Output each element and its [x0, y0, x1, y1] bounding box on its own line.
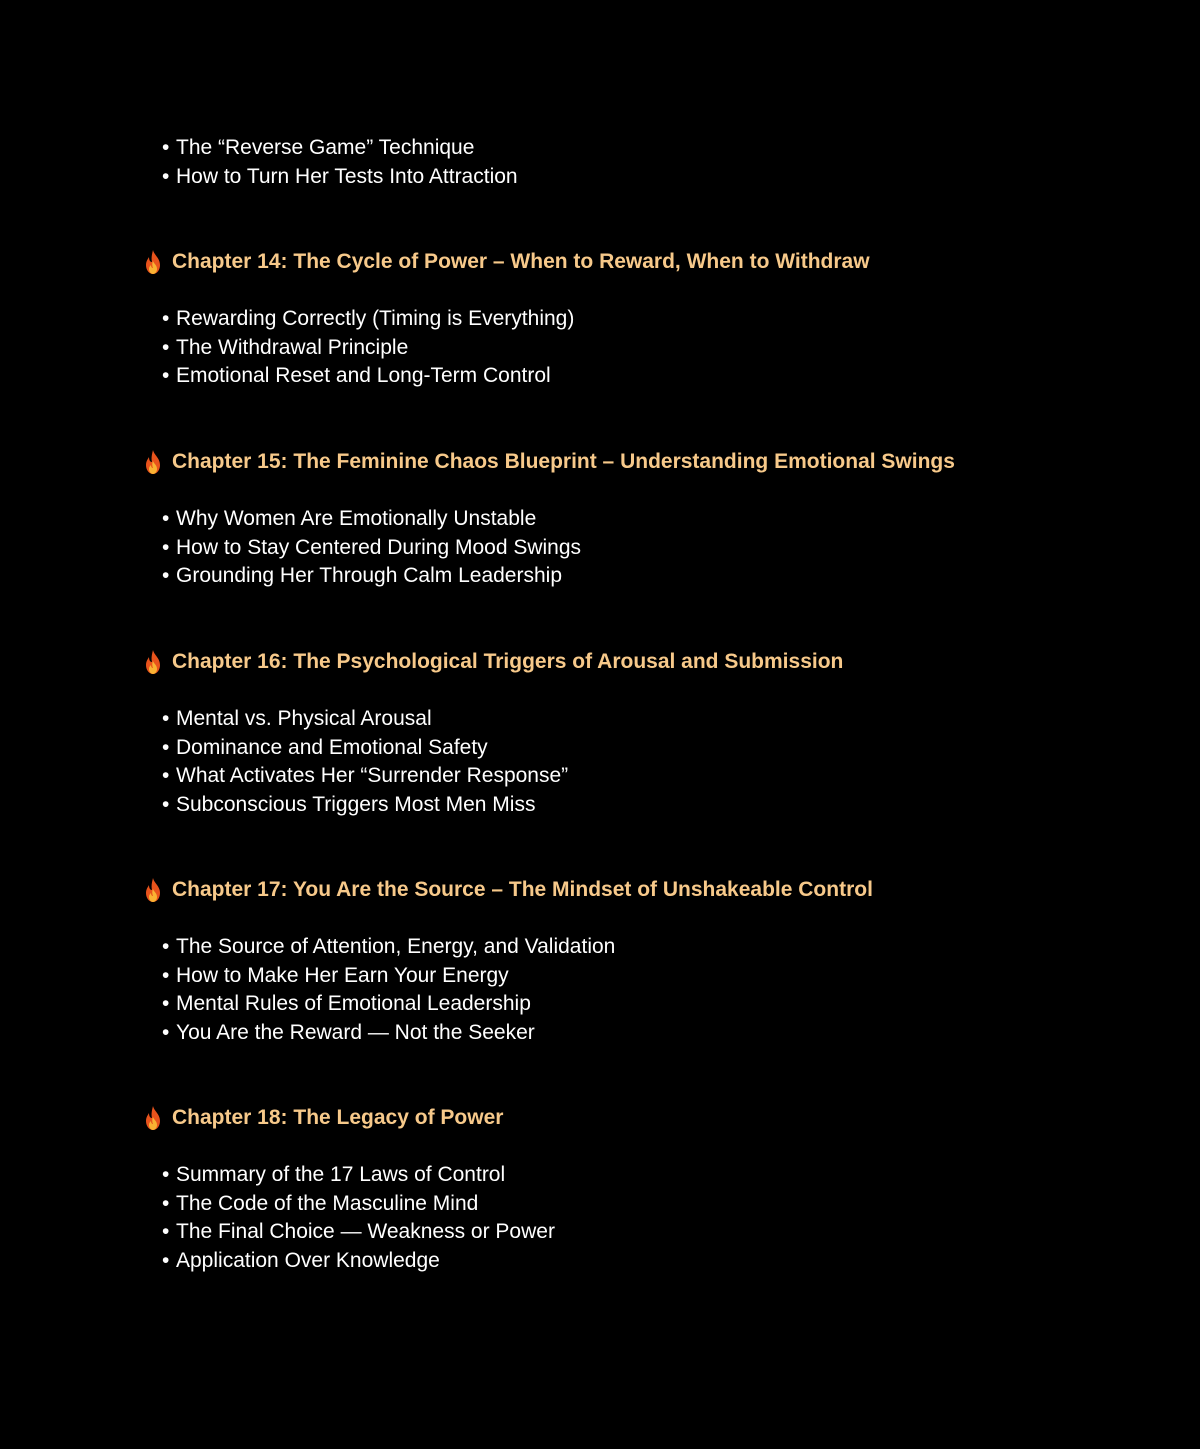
- chapter-title: Chapter 16: The Psychological Triggers of Arousal and Submission: [172, 650, 844, 673]
- fire-icon: [141, 449, 165, 475]
- list-item: • What Activates Her “Surrender Response”: [162, 764, 569, 787]
- fire-icon: [141, 1105, 165, 1131]
- list-item: • How to Turn Her Tests Into Attraction: [162, 164, 518, 188]
- chapter-heading-18: [141, 1103, 503, 1133]
- chapter-title: Chapter 15: The Feminine Chaos Blueprint – Understanding Emotional Swings: [172, 450, 955, 473]
- list-item: • You Are the Reward — Not the Seeker: [162, 1020, 535, 1044]
- list-item: • Rewarding Correctly (Timing is Everything): [162, 307, 575, 330]
- list-item: • The Code of the Masculine Mind: [162, 1191, 479, 1215]
- list-item: • Summary of the 17 Laws of Control: [162, 1163, 506, 1186]
- list-item: • The Final Choice — Weakness or Power: [162, 1220, 555, 1243]
- fire-icon: [141, 877, 165, 903]
- list-item: • Emotional Reset and Long-Term Control: [162, 364, 551, 387]
- chapter-title: Chapter 17: You Are the Source – The Mindset of Unshakeable Control: [172, 878, 873, 901]
- fire-icon: [141, 249, 165, 275]
- list-item: • Mental vs. Physical Arousal: [162, 707, 432, 730]
- list-item: • Application Over Knowledge: [162, 1248, 440, 1272]
- chapter-heading-15: [141, 447, 955, 477]
- chapter-heading-16: [141, 647, 843, 677]
- chapter-heading-17: [141, 875, 873, 905]
- fire-icon: [141, 649, 165, 675]
- list-item: • The “Reverse Game” Technique: [162, 136, 475, 159]
- list-item: • The Source of Attention, Energy, and Validation: [162, 935, 616, 958]
- chapter-16-bullet-list: [162, 705, 568, 819]
- chapter-18-bullet-list: [162, 1161, 555, 1275]
- list-item: • How to Stay Centered During Mood Swings: [162, 535, 582, 559]
- chapter-14-bullet-list: [162, 305, 574, 391]
- list-item: • The Withdrawal Principle: [162, 335, 409, 359]
- chapter-heading-14: [141, 247, 870, 277]
- intro-bullet-list: [162, 134, 518, 191]
- list-item: • Dominance and Emotional Safety: [162, 735, 488, 759]
- chapter-17-bullet-list: [162, 933, 615, 1047]
- list-item: • How to Make Her Earn Your Energy: [162, 963, 509, 987]
- chapter-15-bullet-list: [162, 505, 581, 591]
- list-item: • Mental Rules of Emotional Leadership: [162, 992, 531, 1015]
- list-item: • Subconscious Triggers Most Men Miss: [162, 792, 536, 816]
- list-item: • Grounding Her Through Calm Leadership: [162, 564, 562, 587]
- chapter-title: Chapter 18: The Legacy of Power: [172, 1106, 504, 1129]
- chapter-title: Chapter 14: The Cycle of Power – When to Reward, When to Withdraw: [172, 250, 870, 273]
- list-item: • Why Women Are Emotionally Unstable: [162, 507, 537, 530]
